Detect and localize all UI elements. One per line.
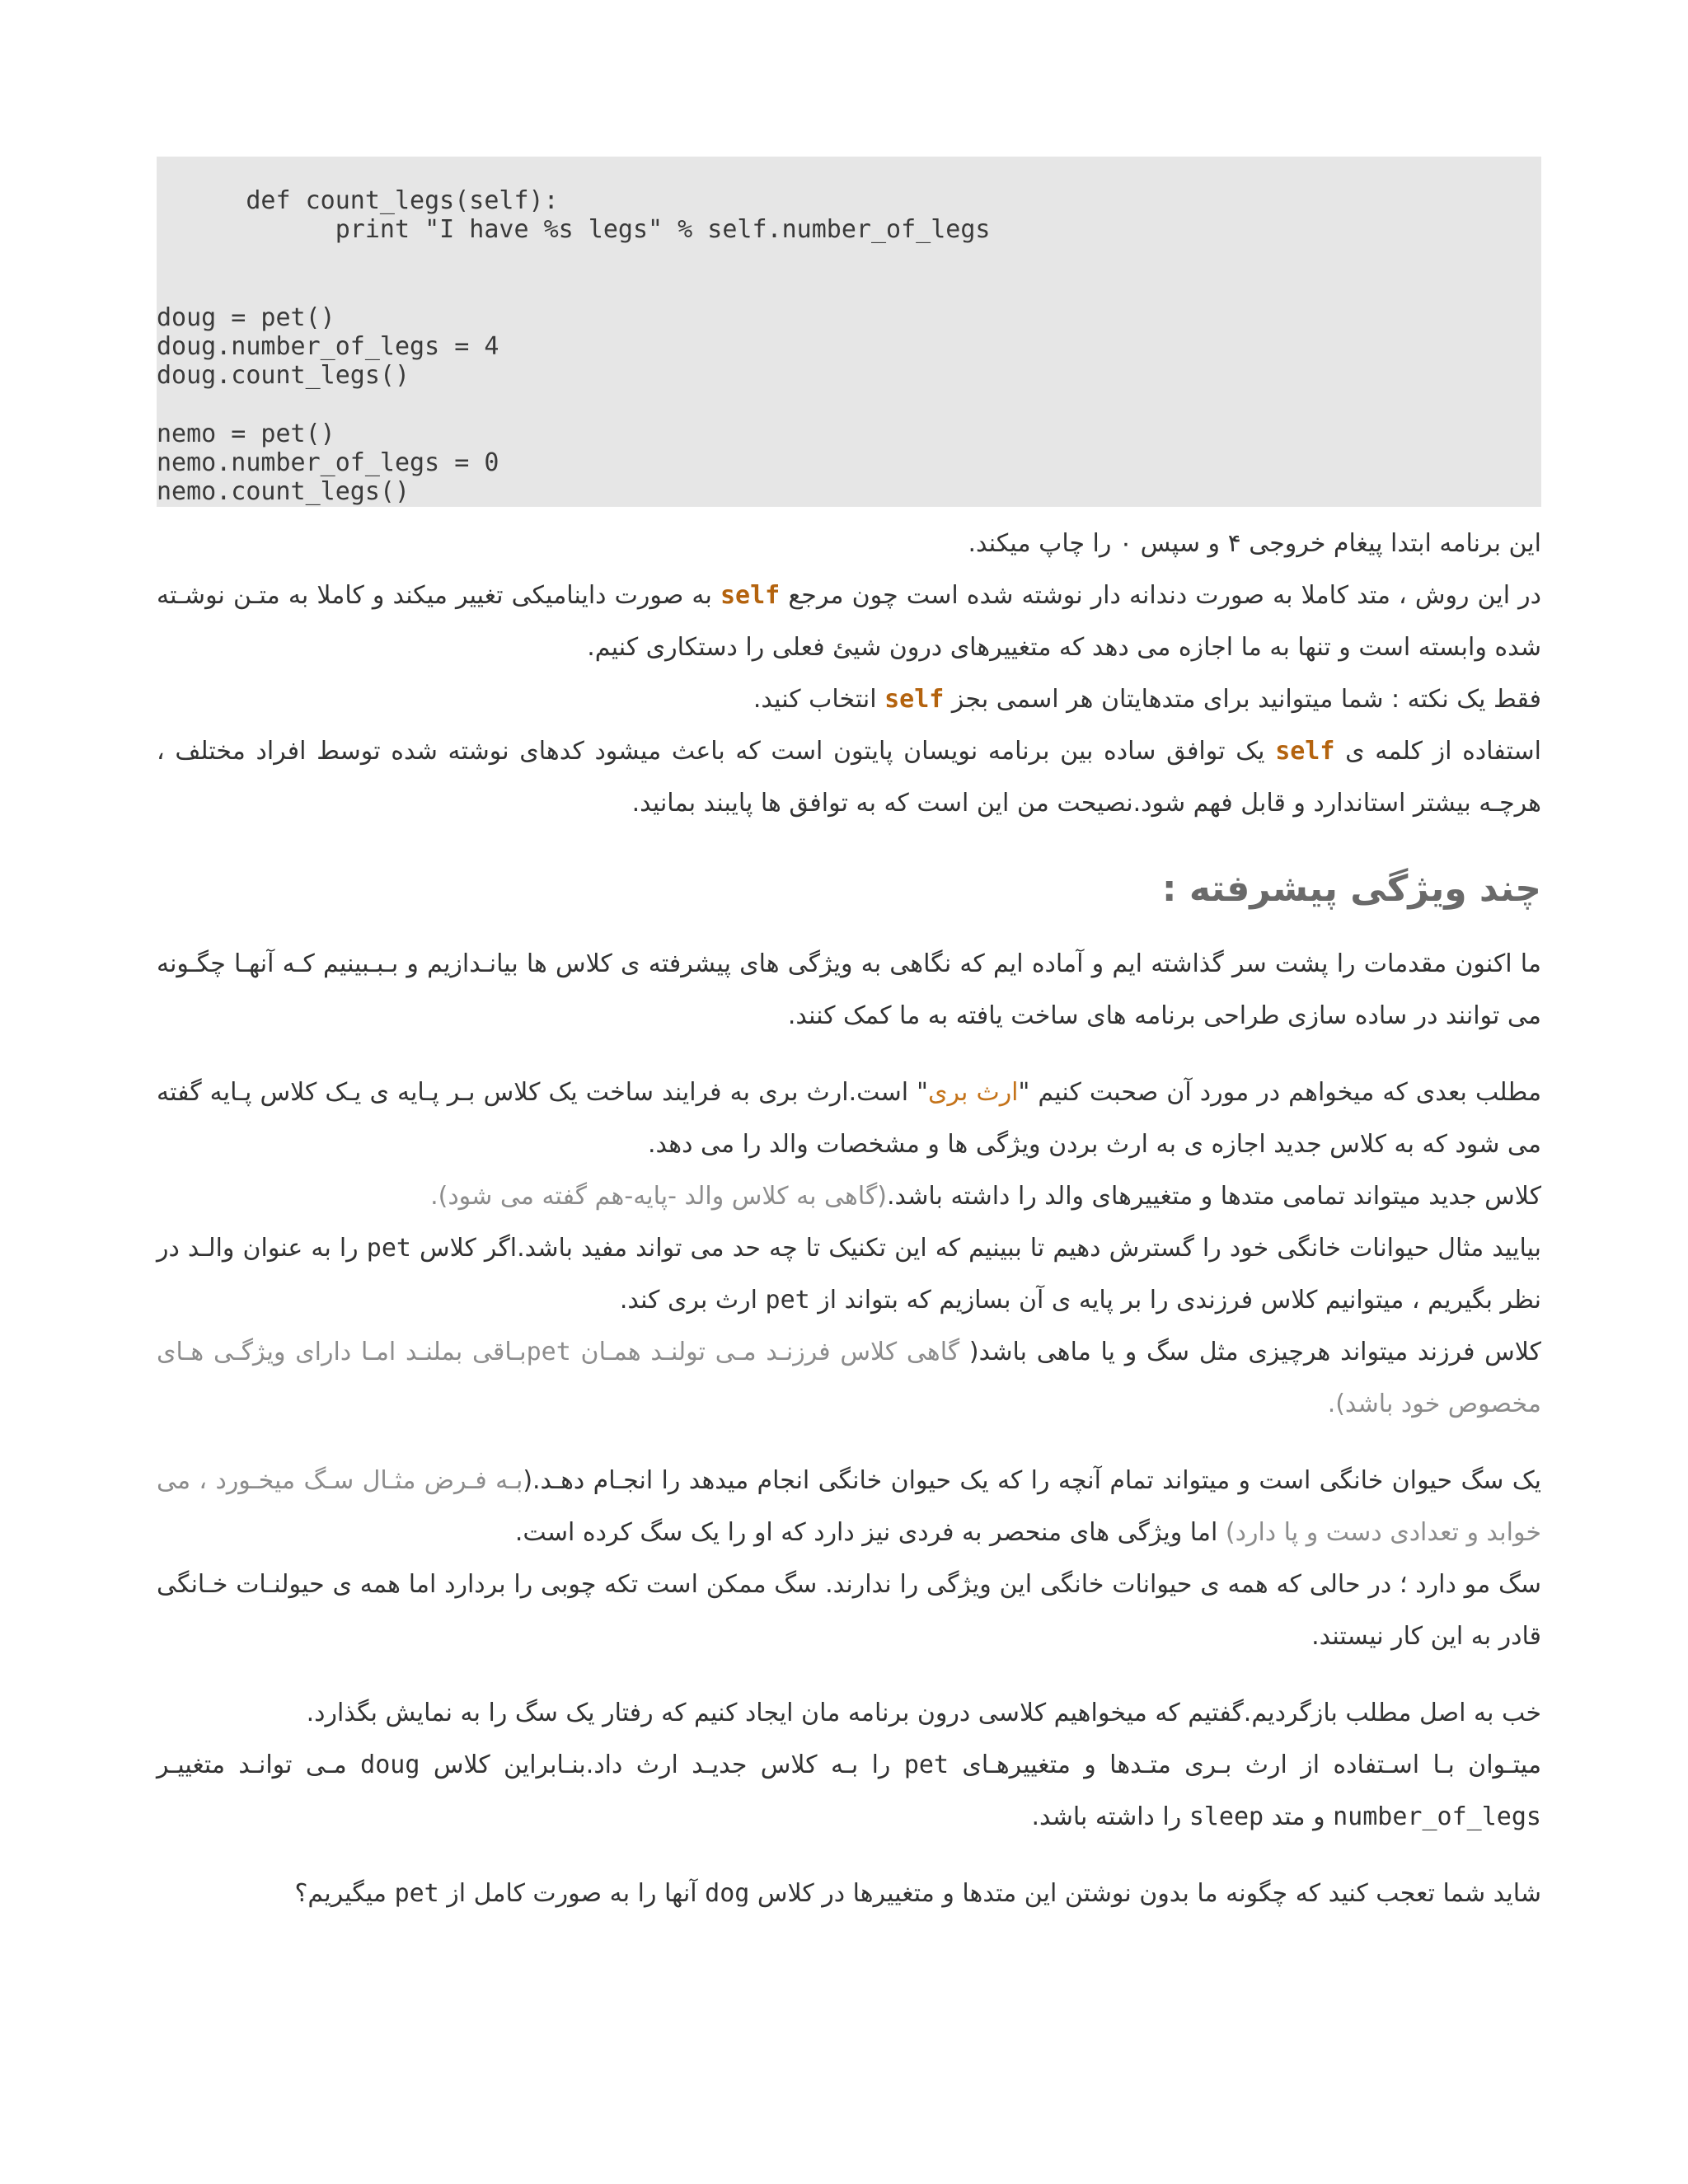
code-blank-line — [157, 274, 1541, 303]
aside-note: گاهی کلاس فرزنـد مـی تولنـد همـان — [580, 1338, 960, 1366]
code-blank-line — [157, 244, 1541, 274]
code-line: doug = pet() — [157, 303, 335, 332]
code-term: sleep — [1189, 1802, 1264, 1831]
paragraph-back: خب به اصل مطلب بازگردیم.گفتیم که میخواهیم کلاسی درون برنامه مان ایجاد کنیم که رفتار یک سگ را به نمایش بگذارد. — [306, 1699, 1541, 1727]
code-line: print "I have %s legs" % self.number_of_legs — [157, 215, 991, 244]
code-term: pet — [903, 1750, 950, 1779]
inheritance-term: ارث بری — [927, 1078, 1019, 1107]
paragraph-intro: ما اکنون مقدمات را پشت سر گذاشته ایم و آماده ایم که نگاهی به ویژگی های پیشرفته ی کلاس ها بیانـدازیم و بـبـبینیم کـه آنهـا چگـونه می توانند در ساده سازی طراحی برنامه های ساخت یافته به ما کمک کنند. — [157, 949, 1541, 1030]
self-keyword: self — [720, 581, 781, 610]
code-blank-line — [157, 390, 1541, 419]
paragraph-inherit-methods: میتـوان بـا اسـتفاده از ارث بـری متـدها و متغییرهـای pet را بـه کلاس جدیـد ارث داد.بنـابراین کلاس doug مـی توانـد متغییـر number_of_legs و متد sleep را داشته باشد. — [157, 1750, 1542, 1831]
self-keyword: self — [884, 685, 945, 714]
paragraph-inheritance: مطلب بعدی که میخواهم در مورد آن صحبت کنیم "ارث بری" است.ارث بری به فرایند ساخت یک کلاس بـر پـایه ی یـک کلاس پـایه گفته می شود که به کلاس جدید اجازه ی به ارث بردن ویژگی ها و مشخصات والد را می دهد. — [157, 1078, 1542, 1159]
code-line: doug.number_of_legs = 4 — [157, 332, 499, 361]
code-term: dog — [705, 1879, 750, 1908]
aside-note: بـاقی بملنـد امـا دارای ویژگـی هـای مخصوص خود باشد). — [157, 1338, 1541, 1418]
article-body — [157, 518, 1541, 1919]
code-line: nemo.number_of_legs = 0 — [157, 448, 499, 477]
code-line: def count_legs(self): — [157, 186, 559, 215]
paragraph-indentation: در این روش ، متد کاملا به صورت دندانه دار نوشته شده است چون مرجع self به صورت داینامیکی تغییر میکند و کاملا به متـن نوشـته شده وابسته است و تنها به ما اجازه می دهد که متغییرهای درون شیئ فعلی را دستکاری کنیم. — [157, 581, 1541, 662]
code-term: pet — [765, 1286, 810, 1315]
paragraph-note: فقط یک نکته : شما میتوانید برای متدهایتان هر اسمی بجز self انتخاب کنید. — [753, 685, 1541, 714]
code-term: number_of_legs — [1333, 1802, 1541, 1831]
code-line: nemo.count_legs() — [157, 477, 410, 506]
code-term: pet — [526, 1338, 571, 1366]
paragraph-question: شاید شما تعجب کنید که چگونه ما بدون نوشتن این متدها و متغییرها در کلاس dog آنها را به صورت کامل از pet میگیریم؟ — [294, 1879, 1541, 1908]
code-term: pet — [394, 1879, 439, 1908]
paragraph-output: این برنامه ابتدا پیغام خروجی ۴ و سپس ۰ را چاپ میکند. — [968, 529, 1541, 558]
code-term: doug — [360, 1750, 420, 1779]
paragraph-parent: کلاس جدید میتواند تمامی متدها و متغییرهای والد را داشته باشد.(گاهی به کلاس والد -پایه-هم گفته می شود). — [430, 1182, 1541, 1211]
code-term: pet — [366, 1234, 411, 1263]
paragraph-dog-hair: سگ مو دارد ؛ در حالی که همه ی حیوانات خانگی این ویژگی را ندارند. سگ ممکن است تکه چوبی را بردارد اما همه ی حیولنـات خـانگی قادر به این کار نیستند. — [157, 1570, 1541, 1651]
paragraph-pet-example: بیایید مثال حیوانات خانگی خود را گسترش دهیم تا ببینیم که این تکنیک تا چه حد می تواند مفید باشد.اگر کلاس pet را به عنوان والـد در نظر بگیریم ، میتوانیم کلاس فرزندی را بر پایه ی آن بسازیم که بتواند از pet ارث بری کند. — [157, 1234, 1541, 1315]
paragraph-child-class: کلاس فرزند میتواند هرچیزی مثل سگ و یا ماهی باشد( گاهی کلاس فرزنـد مـی تولنـد همـان petبـاقی بملنـد امـا دارای ویژگـی هـای مخصوص خود باشد). — [157, 1338, 1541, 1418]
self-keyword: self — [1275, 737, 1335, 766]
code-line: nemo = pet() — [157, 419, 335, 448]
aside-note: (گاهی به کلاس والد -پایه-هم گفته می شود). — [430, 1182, 887, 1211]
paragraph-dog: یک سگ حیوان خانگی است و میتواند تمام آنچه را که یک حیوان خانگی انجام میدهد را انجـام دهـد.(بـه فـرض مثـال سـگ میخـورد ، می خوابد و تعدادی دست و پا دارد) اما ویژگی های منحصر به فردی نیز دارد که او را یک سگ کرده است. — [157, 1466, 1541, 1547]
section-heading: چند ویژگی پیشرفته : — [1161, 868, 1541, 910]
aside-note: بـه فـرض مثـال سـگ میخـورد ، می خوابد و تعدادی دست و پا دارد) — [157, 1466, 1541, 1547]
paragraph-convention: استفاده از کلمه ی self یک توافق ساده بین برنامه نویسان پایتون است که باعث میشود کدهای نوشته شده توسط افراد مختلف ، هرچـه بیشتر استاندارد و قابل فهم شود.نصیحت من این است که به توافق ها پایبند بمانید. — [157, 737, 1542, 818]
code-block — [157, 157, 1541, 507]
code-line: doug.count_legs() — [157, 361, 410, 390]
